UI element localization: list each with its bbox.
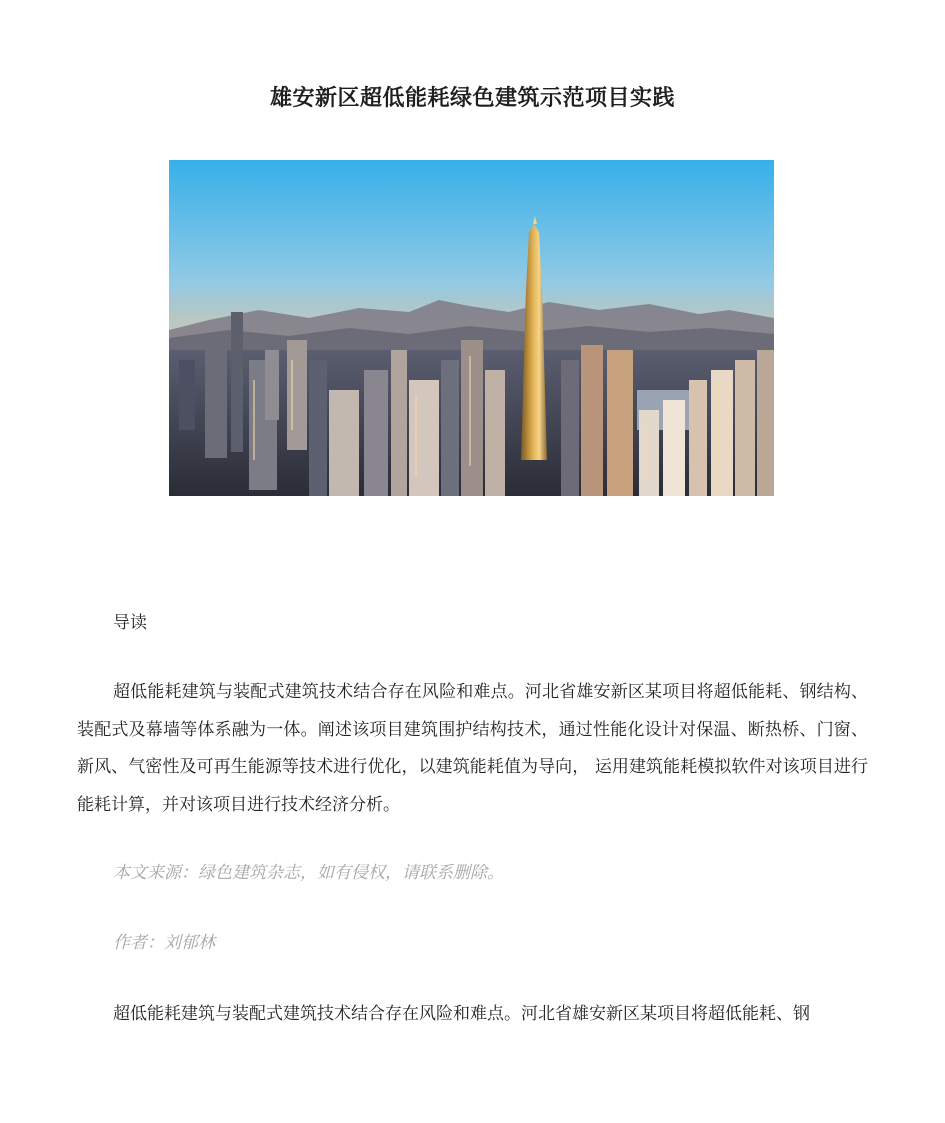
city-skyline-image <box>169 160 774 496</box>
body-paragraph: 超低能耗建筑与装配式建筑技术结合存在风险和难点。河北省雄安新区某项目将超低能耗、钢 <box>113 1004 810 1024</box>
lead-label: 导读 <box>113 613 147 633</box>
intro-paragraph: 超低能耗建筑与装配式建筑技术结合存在风险和难点。河北省雄安新区某项目将超低能耗、钢结构、装配式及幕墙等体系融为一体。阐述该项目建筑围护结构技术，通过性能化设计对保温、断热桥、门窗、新风、气密性及可再生能源等技术进行优化，以建筑能耗值为导向， 运用建筑能耗模拟软件对该项目进行能耗计算，并对该项目进行技术经济分析。 <box>77 682 868 815</box>
author-line: 作者：刘郁林 <box>113 933 215 953</box>
article-title: 雄安新区超低能耗绿色建筑示范项目实践 <box>269 86 675 111</box>
source-note: 本文来源：绿色建筑杂志，如有侵权，请联系删除。 <box>113 863 504 883</box>
